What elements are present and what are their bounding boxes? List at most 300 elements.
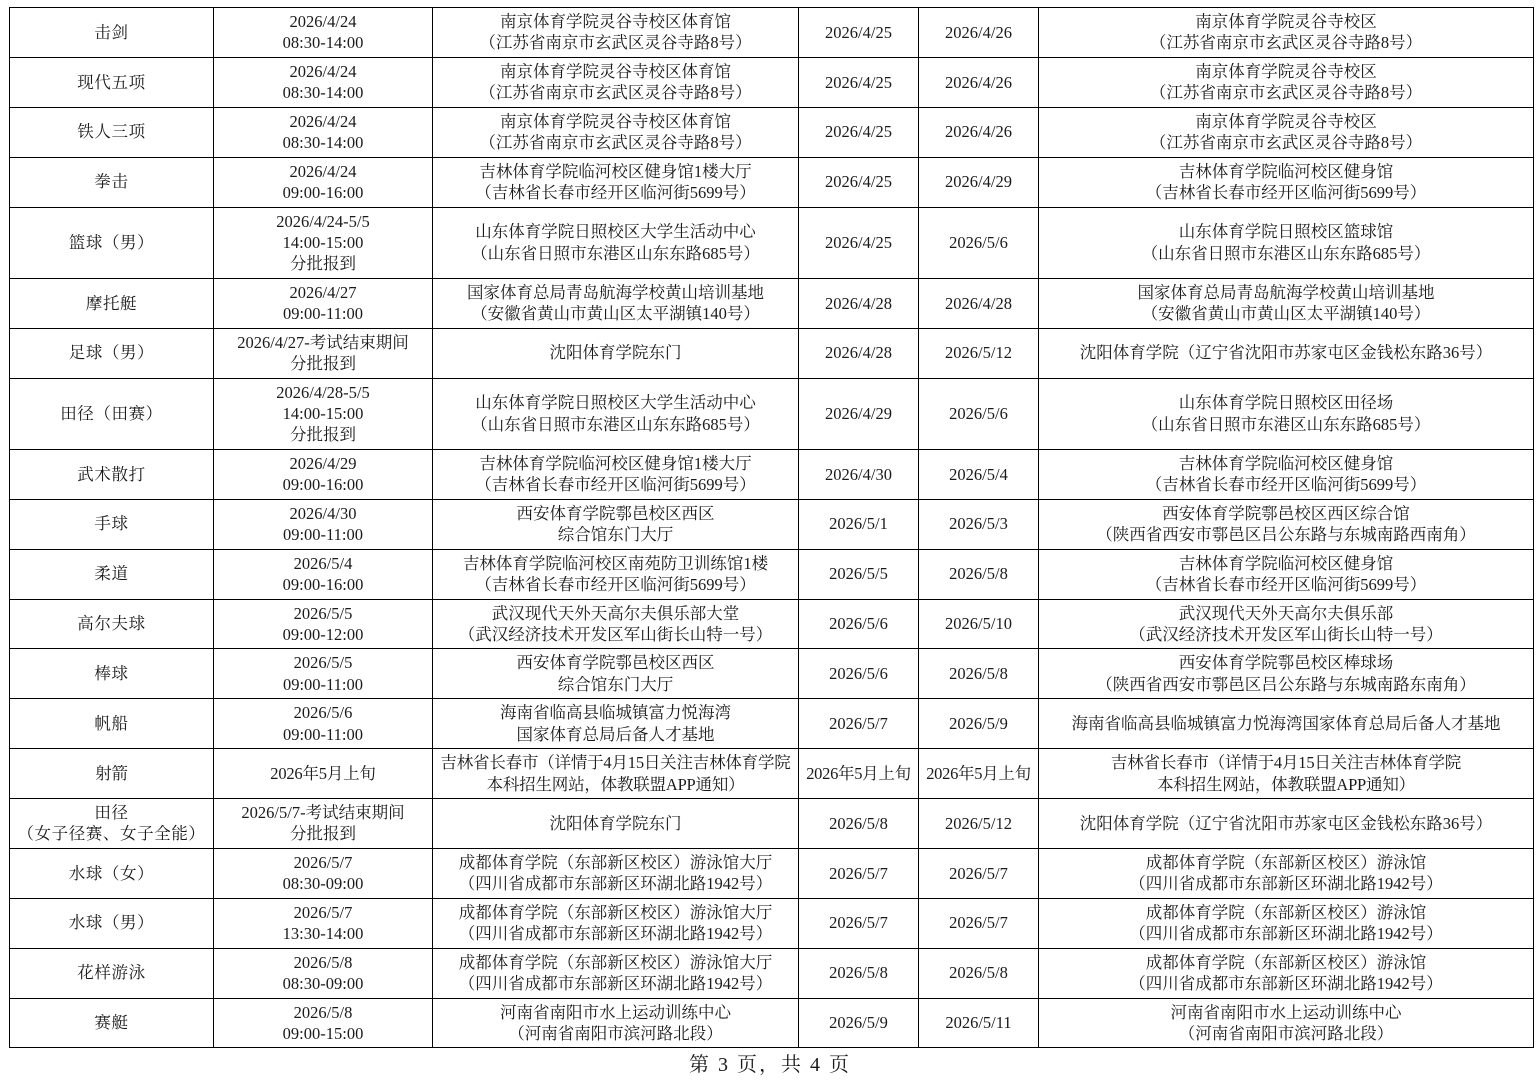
cell-report-place	[433, 749, 799, 799]
cell-exam-start	[799, 799, 919, 849]
cell-line: 2026/4/27-考试结束期间	[237, 332, 409, 352]
cell-line: 2026/5/6	[829, 664, 888, 684]
cell-line: （山东省日照市东港区山东东路685号）	[1141, 243, 1431, 263]
cell-line: 2026/5/6	[949, 404, 1008, 423]
cell-event	[10, 948, 214, 998]
cell-line: 山东体育学院日照校区大学生活动中心	[475, 393, 756, 413]
cell-line: 西安体育学院鄠邑校区棒球场	[1178, 653, 1394, 673]
cell-line: 田径	[94, 803, 129, 822]
cell-line: 2026/4/28	[825, 343, 892, 363]
cell-line: 2026/5/8	[293, 952, 353, 972]
cell-exam-end	[919, 207, 1039, 278]
cell-exam-end	[919, 998, 1039, 1048]
cell-exam-venue	[1039, 499, 1534, 549]
cell-line: （江苏省南京市玄武区灵谷寺路8号）	[1149, 83, 1423, 103]
table-row	[10, 549, 1534, 599]
cell-line: 2026/4/26	[945, 122, 1012, 142]
cell-line: （陕西省西安市鄠邑区吕公东路与东城南路东南角）	[1096, 674, 1476, 694]
cell-line: 2026年5月上旬	[806, 763, 911, 783]
cell-exam-start	[799, 749, 919, 799]
cell-exam-venue	[1039, 799, 1534, 849]
cell-exam-end	[919, 449, 1039, 499]
cell-line: 2026/4/25	[825, 122, 892, 142]
table-row	[10, 8, 1534, 58]
cell-line: 2026/4/30	[289, 503, 357, 523]
cell-exam-venue	[1039, 998, 1534, 1048]
cell-report-place	[433, 57, 799, 107]
cell-report-time	[214, 998, 433, 1048]
table-row	[10, 649, 1534, 699]
cell-line: 田径（田赛）	[60, 404, 163, 423]
cell-exam-start	[799, 8, 919, 58]
cell-line: 2026/5/1	[829, 514, 888, 534]
cell-line: 2026/5/12	[945, 813, 1012, 833]
cell-event	[10, 799, 214, 849]
cell-line: 综合馆东门大厅	[557, 674, 674, 694]
cell-line: 分批报到	[290, 254, 356, 274]
cell-line: 吉林体育学院临河校区健身馆1楼大厅	[479, 453, 752, 473]
cell-line: （山东省日照市东港区山东东路685号）	[1141, 414, 1431, 434]
cell-event	[10, 499, 214, 549]
cell-line: 09:00-11:00	[282, 304, 364, 324]
cell-exam-end	[919, 57, 1039, 107]
cell-exam-end	[919, 499, 1039, 549]
cell-line: 水球（男）	[68, 913, 155, 933]
cell-report-time	[214, 278, 433, 328]
cell-event	[10, 549, 214, 599]
cell-line: 2026/5/4	[949, 464, 1008, 484]
cell-event	[10, 8, 214, 58]
cell-report-time	[214, 649, 433, 699]
cell-report-place	[433, 848, 799, 898]
cell-exam-start	[799, 278, 919, 328]
cell-event	[10, 599, 214, 649]
cell-event	[10, 157, 214, 207]
cell-event	[10, 449, 214, 499]
cell-line: 2026/4/27	[289, 282, 357, 302]
cell-line: 武汉现代天外天高尔夫俱乐部大堂	[491, 603, 740, 623]
table-row	[10, 998, 1534, 1048]
cell-line: 棒球	[94, 664, 129, 684]
cell-report-time	[214, 107, 433, 157]
cell-line: （安徽省黄山市黄山区太平湖镇140号）	[1141, 304, 1431, 324]
cell-report-place	[433, 328, 799, 378]
cell-line: 成都体育学院（东部新区校区）游泳馆大厅	[458, 952, 773, 972]
cell-line: 国家体育总局后备人才基地	[516, 724, 715, 744]
cell-exam-end	[919, 549, 1039, 599]
cell-report-place	[433, 549, 799, 599]
cell-line: （江苏省南京市玄武区灵谷寺路8号）	[479, 133, 752, 153]
cell-line: （四川省成都市东部新区环湖北路1942号）	[458, 874, 773, 894]
cell-report-place	[433, 378, 799, 449]
cell-report-time	[214, 948, 433, 998]
cell-line: 河南省南阳市水上运动训练中心	[1170, 1002, 1402, 1022]
table-row	[10, 898, 1534, 948]
cell-line: 沈阳体育学院（辽宁省沈阳市苏家屯区金钱松东路36号）	[1079, 343, 1493, 363]
cell-line: （山东省日照市东港区山东东路685号）	[471, 243, 760, 263]
cell-line: （武汉经济技术开发区军山街长山特一号）	[458, 624, 773, 644]
cell-line: 2026/5/5	[293, 603, 353, 623]
cell-line: （河南省南阳市滨河路北段）	[508, 1023, 723, 1043]
cell-line: 吉林体育学院临河校区健身馆	[1178, 553, 1394, 573]
cell-line: （吉林省长春市经开区临河街5699号）	[1145, 575, 1427, 595]
table-row	[10, 278, 1534, 328]
cell-line: 沈阳体育学院（辽宁省沈阳市苏家屯区金钱松东路36号）	[1079, 813, 1493, 833]
cell-line: （安徽省黄山市黄山区太平湖镇140号）	[471, 304, 760, 324]
cell-line: 成都体育学院（东部新区校区）游泳馆大厅	[458, 902, 773, 922]
cell-report-time	[214, 898, 433, 948]
cell-event	[10, 898, 214, 948]
cell-line: 花样游泳	[77, 963, 146, 983]
cell-line: 2026/5/8	[829, 963, 888, 983]
cell-exam-start	[799, 599, 919, 649]
cell-exam-end	[919, 948, 1039, 998]
cell-line: 分批报到	[290, 824, 356, 844]
cell-line: （陕西省西安市鄠邑区吕公东路与东城南路西南角）	[1096, 525, 1476, 545]
cell-line: （吉林省长春市经开区临河街5699号）	[475, 475, 756, 495]
cell-report-time	[214, 799, 433, 849]
cell-line: 2026/5/8	[949, 664, 1008, 684]
cell-line: 2026年5月上旬	[926, 763, 1031, 783]
cell-exam-start	[799, 898, 919, 948]
cell-line: 山东体育学院日照校区大学生活动中心	[475, 222, 756, 242]
cell-exam-start	[799, 157, 919, 207]
cell-line: 南京体育学院灵谷寺校区	[1195, 12, 1377, 31]
cell-exam-end	[919, 649, 1039, 699]
cell-line: （武汉经济技术开发区军山街长山特一号）	[1129, 624, 1443, 644]
cell-exam-start	[799, 848, 919, 898]
cell-line: 08:30-14:00	[282, 83, 364, 103]
cell-line: 2026/4/25	[825, 232, 892, 252]
cell-line: 柔道	[94, 564, 129, 584]
cell-line: 2026/4/24-5/5	[276, 211, 370, 231]
cell-line: 吉林体育学院临河校区健身馆	[1178, 161, 1394, 181]
cell-exam-start	[799, 107, 919, 157]
cell-exam-start	[799, 649, 919, 699]
cell-report-time	[214, 328, 433, 378]
cell-line: 分批报到	[290, 354, 356, 374]
cell-report-time	[214, 848, 433, 898]
cell-exam-start	[799, 549, 919, 599]
cell-line: 2026年5月上旬	[270, 763, 376, 783]
cell-line: 2026/5/7	[293, 852, 353, 872]
cell-line: 2026/5/9	[829, 1013, 888, 1033]
cell-line: 2026/4/24	[289, 12, 357, 31]
cell-report-place	[433, 8, 799, 58]
cell-line: 09:00-11:00	[282, 525, 364, 545]
cell-line: 08:30-14:00	[282, 33, 364, 53]
cell-line: 14:00-15:00	[282, 404, 364, 423]
cell-line: 综合馆东门大厅	[557, 525, 674, 545]
cell-exam-end	[919, 599, 1039, 649]
cell-line: 13:30-14:00	[282, 924, 364, 944]
cell-exam-venue	[1039, 207, 1534, 278]
cell-line: 09:00-16:00	[282, 183, 364, 203]
cell-line: 2026/5/7	[949, 863, 1008, 883]
cell-exam-start	[799, 499, 919, 549]
table-row	[10, 57, 1534, 107]
cell-line: 吉林体育学院临河校区健身馆1楼大厅	[479, 161, 752, 181]
cell-line: 成都体育学院（东部新区校区）游泳馆大厅	[458, 852, 773, 872]
cell-report-place	[433, 157, 799, 207]
cell-line: 08:30-14:00	[282, 133, 364, 153]
cell-line: 足球（男）	[68, 343, 155, 363]
cell-line: 2026/5/5	[293, 653, 353, 673]
table-row	[10, 799, 1534, 849]
cell-exam-venue	[1039, 8, 1534, 58]
cell-line: 本科招生网站，体教联盟APP通知）	[1157, 774, 1415, 794]
cell-exam-venue	[1039, 449, 1534, 499]
cell-exam-end	[919, 699, 1039, 749]
cell-line: 2026/5/10	[945, 614, 1012, 634]
table-row	[10, 848, 1534, 898]
cell-line: （江苏省南京市玄武区灵谷寺路8号）	[1149, 133, 1423, 153]
cell-exam-start	[799, 378, 919, 449]
cell-event	[10, 107, 214, 157]
cell-line: （吉林省长春市经开区临河街5699号）	[1145, 475, 1427, 495]
cell-line: 2026/5/6	[829, 614, 888, 634]
table-row	[10, 207, 1534, 278]
cell-report-time	[214, 57, 433, 107]
cell-event	[10, 649, 214, 699]
cell-exam-end	[919, 278, 1039, 328]
cell-report-place	[433, 699, 799, 749]
cell-line: 2026/5/12	[945, 343, 1012, 363]
cell-line: 武汉现代天外天高尔夫俱乐部	[1178, 603, 1394, 623]
cell-event	[10, 749, 214, 799]
cell-line: 2026/4/25	[825, 172, 892, 192]
cell-exam-end	[919, 898, 1039, 948]
cell-line: 2026/5/7	[293, 902, 353, 922]
table-row	[10, 449, 1534, 499]
cell-line: 吉林省长春市（详情于4月15日关注吉林体育学院	[1110, 753, 1462, 773]
cell-line: 2026/4/29	[289, 453, 357, 473]
cell-exam-venue	[1039, 107, 1534, 157]
cell-report-place	[433, 278, 799, 328]
cell-line: 分批报到	[290, 425, 356, 445]
cell-line: 2026/5/7-考试结束期间	[241, 803, 405, 822]
cell-line: 2026/4/28-5/5	[276, 382, 370, 402]
cell-line: 2026/4/29	[825, 404, 892, 423]
cell-line: 沈阳体育学院东门	[549, 813, 682, 833]
cell-exam-end	[919, 8, 1039, 58]
cell-line: 2026/4/24	[289, 61, 357, 81]
cell-line: 09:00-15:00	[282, 1023, 364, 1043]
cell-report-time	[214, 599, 433, 649]
cell-report-place	[433, 998, 799, 1048]
cell-report-place	[433, 649, 799, 699]
cell-report-time	[214, 499, 433, 549]
cell-line: 手球	[94, 514, 129, 534]
cell-event	[10, 848, 214, 898]
cell-line: 山东体育学院日照校区田径场	[1178, 393, 1394, 413]
cell-line: 现代五项	[77, 72, 146, 92]
cell-line: 水球（女）	[68, 863, 155, 883]
cell-line: 成都体育学院（东部新区校区）游泳馆	[1145, 952, 1427, 972]
cell-exam-start	[799, 57, 919, 107]
cell-line: 2026/5/6	[293, 703, 353, 723]
cell-line: 吉林省长春市（详情于4月15日关注吉林体育学院	[440, 753, 791, 773]
cell-line: （吉林省长春市经开区临河街5699号）	[475, 183, 756, 203]
cell-line: 击剑	[94, 22, 129, 42]
cell-exam-venue	[1039, 549, 1534, 599]
cell-line: 09:00-16:00	[282, 475, 364, 495]
cell-exam-venue	[1039, 278, 1534, 328]
cell-line: 海南省临高县临城镇富力悦海湾	[500, 703, 731, 723]
table-body	[10, 8, 1534, 1048]
cell-line: 南京体育学院灵谷寺校区体育馆	[500, 61, 731, 81]
cell-exam-start	[799, 449, 919, 499]
cell-line: 2026/4/26	[945, 22, 1012, 42]
table-row	[10, 107, 1534, 157]
cell-line: 09:00-16:00	[282, 575, 364, 595]
cell-exam-venue	[1039, 599, 1534, 649]
cell-exam-start	[799, 699, 919, 749]
cell-exam-venue	[1039, 328, 1534, 378]
cell-line: 国家体育总局青岛航海学校黄山培训基地	[467, 282, 764, 302]
cell-line: 2026/5/4	[293, 553, 353, 573]
exam-schedule-table	[9, 7, 1534, 1048]
cell-exam-venue	[1039, 898, 1534, 948]
cell-report-time	[214, 8, 433, 58]
cell-line: 射箭	[95, 763, 128, 783]
cell-exam-venue	[1039, 948, 1534, 998]
cell-exam-venue	[1039, 649, 1534, 699]
cell-report-place	[433, 207, 799, 278]
cell-event	[10, 998, 214, 1048]
cell-line: 高尔夫球	[77, 614, 146, 634]
cell-event	[10, 328, 214, 378]
cell-exam-venue	[1039, 57, 1534, 107]
cell-line: 山东体育学院日照校区篮球馆	[1178, 222, 1394, 242]
cell-line: 2026/5/7	[829, 913, 888, 933]
cell-line: 2026/4/26	[945, 72, 1012, 92]
cell-line: （山东省日照市东港区山东东路685号）	[471, 414, 760, 434]
table-row	[10, 499, 1534, 549]
cell-line: （吉林省长春市经开区临河街5699号）	[475, 575, 756, 595]
cell-line: 2026/4/28	[945, 293, 1012, 313]
cell-line: 西安体育学院鄠邑校区西区	[516, 503, 715, 523]
cell-line: （四川省成都市东部新区环湖北路1942号）	[1129, 874, 1443, 894]
cell-exam-end	[919, 799, 1039, 849]
cell-exam-end	[919, 107, 1039, 157]
cell-line: （四川省成都市东部新区环湖北路1942号）	[458, 924, 773, 944]
cell-line: 西安体育学院鄠邑校区西区综合馆	[1162, 503, 1410, 523]
cell-line: 成都体育学院（东部新区校区）游泳馆	[1145, 852, 1427, 872]
cell-line: 沈阳体育学院东门	[549, 343, 682, 363]
cell-report-time	[214, 157, 433, 207]
cell-line: 2026/4/25	[825, 22, 892, 42]
cell-line: （四川省成都市东部新区环湖北路1942号）	[1129, 974, 1443, 994]
cell-line: 吉林体育学院临河校区健身馆	[1178, 453, 1394, 473]
cell-line: 本科招生网站，体教联盟APP通知）	[486, 774, 745, 794]
cell-line: 吉林体育学院临河校区南苑防卫训练馆1楼	[462, 553, 769, 573]
cell-line: 成都体育学院（东部新区校区）游泳馆	[1145, 902, 1427, 922]
cell-line: （女子径赛、女子全能）	[17, 824, 206, 844]
cell-line: 南京体育学院灵谷寺校区体育馆	[500, 12, 731, 31]
cell-line: 2026/5/8	[829, 813, 888, 833]
cell-line: 2026/4/24	[289, 111, 357, 131]
cell-event	[10, 699, 214, 749]
table-row	[10, 378, 1534, 449]
cell-line: 14:00-15:00	[282, 232, 364, 252]
cell-line: 南京体育学院灵谷寺校区	[1195, 111, 1377, 131]
cell-report-place	[433, 107, 799, 157]
table-row	[10, 599, 1534, 649]
cell-line: （四川省成都市东部新区环湖北路1942号）	[1129, 924, 1443, 944]
cell-line: 2026/4/24	[289, 161, 357, 181]
cell-line: 拳击	[94, 172, 129, 192]
cell-exam-end	[919, 749, 1039, 799]
cell-report-time	[214, 549, 433, 599]
table-row	[10, 328, 1534, 378]
cell-report-place	[433, 948, 799, 998]
cell-line: 2026/4/29	[945, 172, 1012, 192]
cell-line: （吉林省长春市经开区临河街5699号）	[1145, 183, 1427, 203]
cell-line: 武术散打	[77, 464, 146, 484]
cell-line: 2026/5/9	[949, 713, 1008, 733]
cell-line: 08:30-09:00	[282, 874, 364, 894]
cell-exam-venue	[1039, 157, 1534, 207]
cell-line: 09:00-11:00	[282, 724, 364, 744]
cell-line: 09:00-11:00	[282, 674, 364, 694]
cell-line: （四川省成都市东部新区环湖北路1942号）	[458, 974, 773, 994]
cell-line: 赛艇	[94, 1013, 129, 1033]
cell-exam-start	[799, 948, 919, 998]
table-row	[10, 948, 1534, 998]
cell-line: 2026/5/8	[949, 963, 1008, 983]
cell-exam-venue	[1039, 378, 1534, 449]
cell-report-time	[214, 699, 433, 749]
cell-exam-end	[919, 328, 1039, 378]
cell-line: 南京体育学院灵谷寺校区体育馆	[500, 111, 731, 131]
cell-report-time	[214, 378, 433, 449]
cell-report-place	[433, 898, 799, 948]
cell-event	[10, 57, 214, 107]
table-row	[10, 749, 1534, 799]
cell-line: （江苏省南京市玄武区灵谷寺路8号）	[1149, 33, 1423, 53]
cell-report-time	[214, 749, 433, 799]
cell-line: 2026/5/8	[949, 564, 1008, 584]
cell-line: 帆船	[94, 713, 129, 733]
cell-line: 摩托艇	[85, 293, 138, 313]
cell-line: （江苏省南京市玄武区灵谷寺路8号）	[479, 33, 752, 53]
cell-report-place	[433, 599, 799, 649]
cell-report-place	[433, 499, 799, 549]
cell-line: 篮球（男）	[68, 232, 155, 252]
cell-line: 海南省临高县临城镇富力悦海湾国家体育总局后备人才基地	[1071, 713, 1501, 733]
cell-line: 河南省南阳市水上运动训练中心	[500, 1002, 731, 1022]
table-row	[10, 157, 1534, 207]
cell-line: 铁人三项	[77, 122, 146, 142]
cell-line: 2026/5/7	[949, 913, 1008, 933]
cell-line: 2026/4/25	[825, 72, 892, 92]
cell-line: 2026/5/3	[949, 514, 1008, 534]
cell-line: 2026/5/7	[829, 863, 888, 883]
cell-report-time	[214, 449, 433, 499]
cell-report-time	[214, 207, 433, 278]
cell-exam-venue	[1039, 749, 1534, 799]
cell-event	[10, 207, 214, 278]
cell-line: 西安体育学院鄠邑校区西区	[516, 653, 715, 673]
cell-exam-start	[799, 328, 919, 378]
cell-line: 2026/5/11	[945, 1013, 1012, 1033]
cell-line: 2026/5/7	[829, 713, 888, 733]
cell-line: （河南省南阳市滨河路北段）	[1178, 1023, 1394, 1043]
cell-exam-end	[919, 378, 1039, 449]
cell-exam-start	[799, 998, 919, 1048]
cell-report-place	[433, 799, 799, 849]
